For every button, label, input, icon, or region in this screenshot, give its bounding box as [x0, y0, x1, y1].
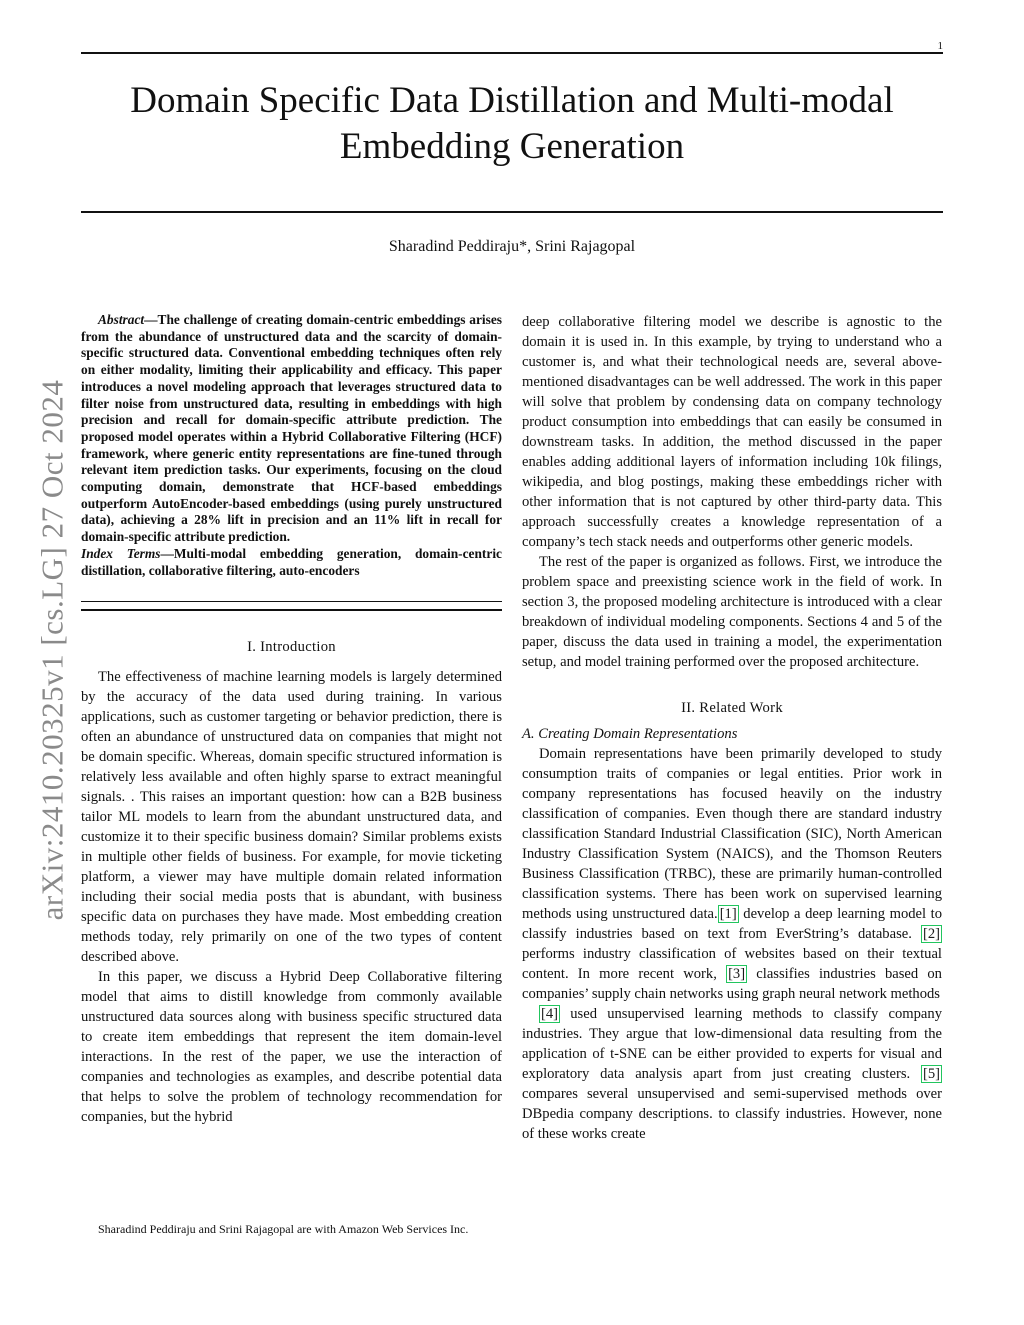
abstract-text: The challenge of creating domain-centric embeddings arises from the abundance of unstructured data and the scarcity of domain-specific structured data. Conventional embedding techniques often rely on either modality, limiting their applicability and efficacy. This paper introduces a novel modeling approach that leverages structured data to filter noise from unstructured data, resulting in embeddings with high precision and recall for domain-specific attribute prediction. The proposed model operates within a Hybrid Collaborative Filtering (HCF) framework, where generic entity representations are fine-tuned through relevant item prediction tasks. Our experiments, focusing on the cloud computing domain, demonstrate that HCF-based embeddings outperform AutoEncoder-based embeddings (using purely unstructured data), achieving a 28% lift in precision and an 11% lift in recall for domain-specific attribute prediction.	[81, 312, 502, 545]
related-text: classifies industries based on companies’ supply chain networks using graph neural network methods	[522, 966, 942, 1002]
abstract	[81, 312, 502, 546]
intro-rule	[81, 609, 502, 611]
related-text: compares several unsupervised and semi-supervised methods over DBpedia company descriptions. to classify industries. However, none of these works create	[522, 1086, 942, 1142]
abstract-label: Abstract	[98, 312, 145, 327]
index-terms-text: Multi-modal embedding generation, domain-centric distillation, collaborative filtering, auto-encoders	[81, 545, 502, 578]
section-heading-related-work: II. Related Work	[681, 700, 783, 716]
related-text: performs industry classification of websites based on their textual content. In more recent work,	[522, 946, 942, 982]
related-text: develop a deep learning model to classify industries based on text from EverString’s database.	[522, 906, 942, 942]
subsection-heading-domain-representations: A. Creating Domain Representations	[522, 726, 738, 742]
citation-link[interactable]: [5]	[922, 1066, 940, 1082]
citation-link[interactable]: [3]	[728, 966, 746, 982]
arxiv-stamp: arXiv:2410.20325v1 [cs.LG] 27 Oct 2024	[34, 379, 69, 921]
paper-title: Domain Specific Data Distillation and Multi-modal Embedding Generation	[130, 80, 894, 167]
index-terms-label: Index Terms	[81, 545, 161, 561]
title-rule	[81, 211, 943, 213]
related-text: Domain representations have been primarily developed to study consumption traits of companies or legal entities. Prior work in company representations has focused heavily on the industry classification of companies. Even though there are standard industry classification Standard Industrial Classification (SIC), North American Industry Classification System (NAICS), and the Thomson Reuters Business Classification (TRBC), these are primarily human-controlled classification systems. There has been work on supervised learning methods using unstructured data.	[522, 746, 942, 922]
index-terms-rule	[81, 601, 502, 602]
related-paragraph-2	[522, 1004, 942, 1144]
author-list: Sharadind Peddiraju*, Srini Rajagopal	[388, 238, 636, 255]
citation-link[interactable]: [4]	[541, 1006, 559, 1022]
section-heading-introduction: I. Introduction	[247, 639, 336, 656]
citation-link[interactable]: [1]	[719, 906, 737, 922]
abstract-dash: —	[144, 312, 158, 327]
index-terms-dash: —	[160, 545, 174, 561]
intro-paragraph-4: The rest of the paper is organized as follows. First, we introduce the problem space and preexisting science work in the field of work. In section 3, the proposed modeling architecture is introduced with a clear breakdown of individual modeling components. Sections 4 and 5 of the paper, discuss the data used in training a model, the experimentation setup, and model training performed over the proposed architecture.	[522, 554, 942, 670]
intro-paragraph-3: deep collaborative filtering model we describe is agnostic to the domain it is used in. In this example, by trying to understand who a customer is, and what their technological needs are, several above-mentioned disadvantages can be well addressed. The work in this paper will solve that problem by condensing data on company technology product consumption into embeddings that can easily be consumed in downstream tasks. In addition, the method discussed in the paper enables adding additional layers of information including 10k filings, wikipedia, and blog postings, making these embeddings richer with other information that is not captured by other third-party data. This approach successfully creates a knowledge representation of a company’s tech stack needs and outperforms other generic models.	[522, 314, 942, 550]
related-text: used unsupervised learning methods to classify company industries. They argue that low-dimensional data resulting from the application of t-SNE can be either provided to experts for visual and exploratory data analysis apart from just creating clusters.	[522, 1006, 942, 1082]
index-terms	[81, 546, 502, 579]
arxiv-stamp-container	[30, 360, 74, 940]
related-paragraph-1	[522, 744, 942, 1004]
right-column	[522, 312, 942, 1144]
left-column	[81, 312, 502, 1127]
page-number: 1	[937, 40, 943, 52]
top-rule	[81, 52, 943, 54]
intro-paragraph-2: In this paper, we discuss a Hybrid Deep Collaborative filtering model that aims to distill knowledge from commonly available unstructured data sources along with business specific structured data to create item embeddings that represent the item domain-level interactions. In the rest of the paper, we use the interaction of companies and technologies as examples, and describe potential data that helps to solve the problem of technology recommendation for companies, but the hybrid	[81, 969, 502, 1126]
affiliation-footnote: Sharadind Peddiraju and Srini Rajagopal are with Amazon Web Services Inc.	[98, 1222, 469, 1236]
citation-link[interactable]: [2]	[922, 926, 940, 942]
intro-paragraph-1: The effectiveness of machine learning models is largely determined by the accuracy of the data used during training. In various applications, such as customer targeting or behavior prediction, there is often an abundance of unstructured data on companies that might not be domain specific. Whereas, domain specific structured information is relatively less available and often highly sparse to extract meaningful signals. . This raises an important question: how can a B2B business tailor ML models to learn from the abundant unstructured data, and customize it to their specific business domain? Similar problems exists in multiple other fields of business. For example, for movie ticketing platform, a viewer may have multiple domain related information including their social media posts that is abundant, with business specific data on purchases they have made. Most embedding creation methods today, rely primarily on one of the two types of content described above.	[81, 669, 502, 966]
